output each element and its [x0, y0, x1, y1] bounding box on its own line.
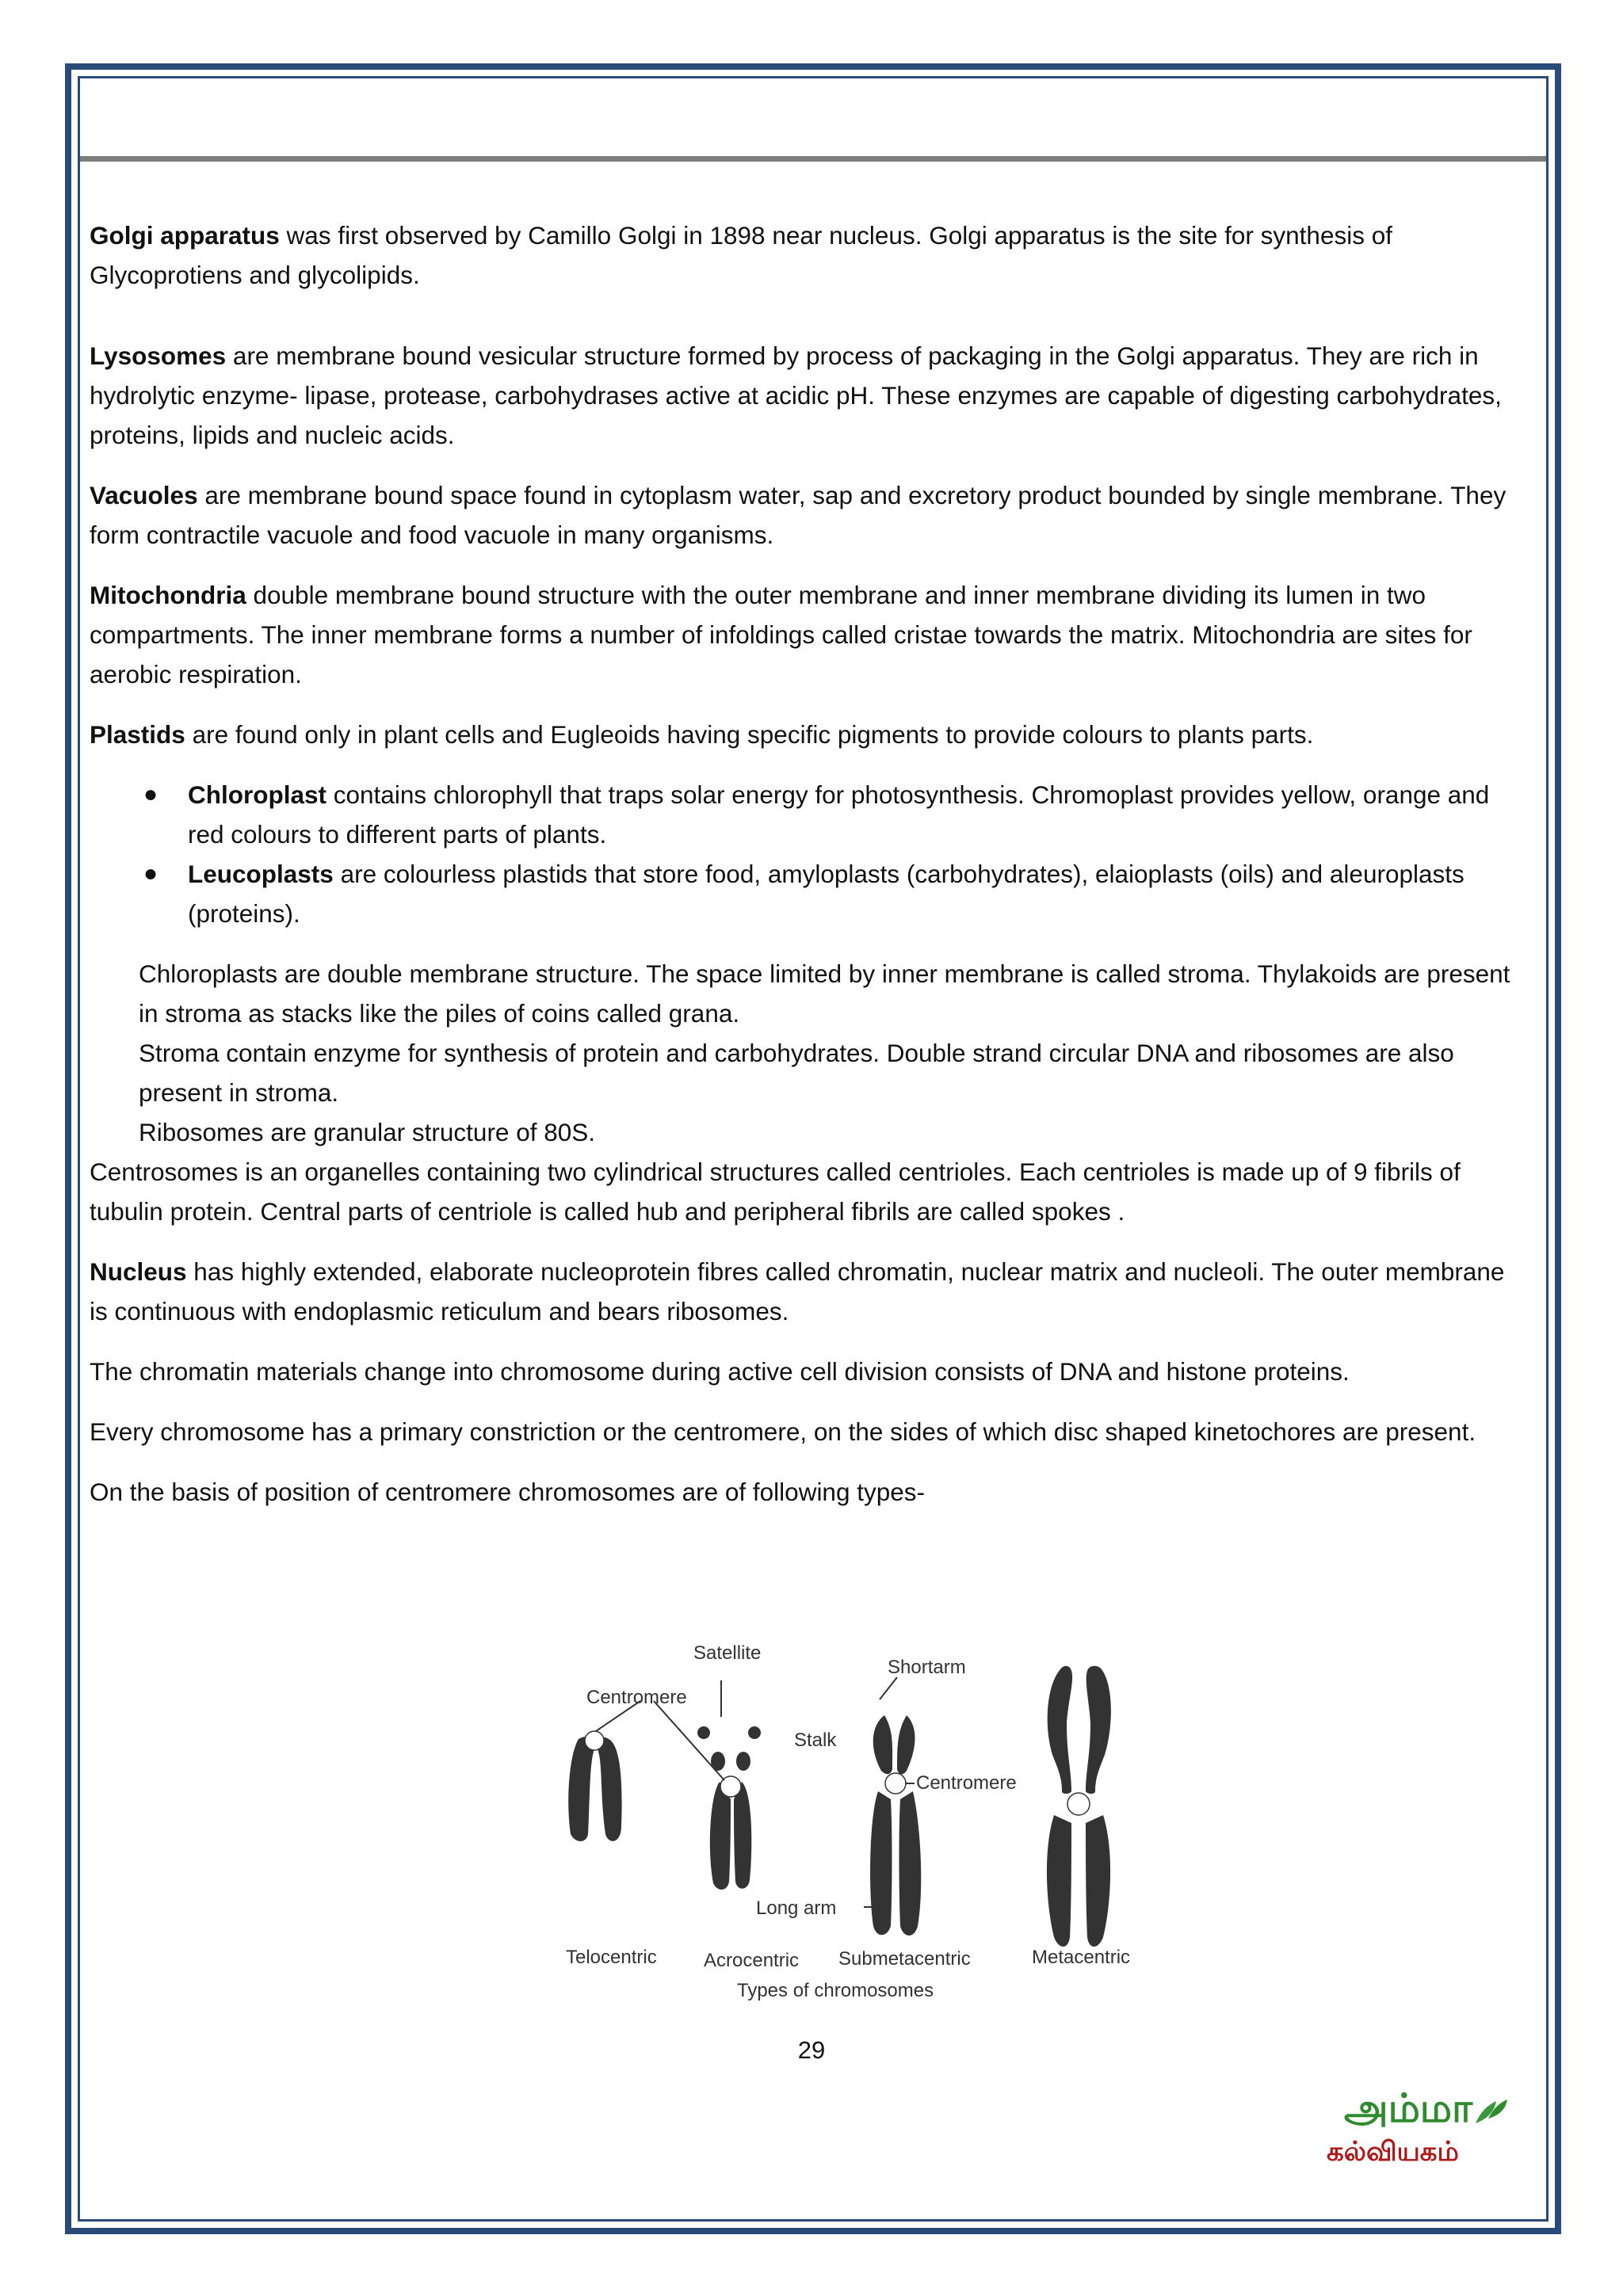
lysosomes-term: Lysosomes [90, 341, 227, 370]
submetacentric-label: Submetacentric [838, 1948, 971, 1970]
submetacentric-centromere [885, 1773, 906, 1794]
nucleus-paragraph [90, 1252, 1528, 1331]
shortarm-label: Shortarm [888, 1657, 966, 1678]
long-arm-label: Long arm [756, 1897, 837, 1919]
chloroplast-detail-text: Chloroplasts are double membrane structure. The space limited by inner membrane is called stroma. Thylakoids are present in stroma as stacks like the piles of coins called grana. [139, 959, 1510, 1028]
golgi-paragraph [90, 215, 1528, 295]
centromere-pointer-2 [654, 1701, 724, 1780]
acrocentric-label: Acrocentric [704, 1950, 800, 1971]
chromosome-types-figure [555, 1636, 1157, 2000]
nucleus-text: has highly extended, elaborate nucleoprotein fibres called chromatin, nuclear matrix and nucleoli. The outer membrane is continuous with endoplasmic reticulum and bears ribosomes. [90, 1257, 1505, 1325]
ribosomes-text: Ribosomes are granular structure of 80S. [139, 1118, 596, 1146]
stroma-text: Stroma contain enzyme for synthesis of protein and carbohydrates. Double strand circular DNA and ribosomes are also present in stroma. [139, 1039, 1454, 1107]
centromere-label-left: Centromere [586, 1687, 687, 1708]
leucoplast-text: are colourless plastids that store food, amyloplasts (carbohydrates), elaioplasts (oils) and aleuroplasts (proteins). [188, 860, 1465, 928]
centromere-label-right: Centromere [916, 1772, 1017, 1794]
telocentric-centromere [585, 1731, 604, 1750]
bullet-icon: ● [143, 781, 158, 807]
chromatin-paragraph: The chromatin materials change into chromosome during active cell division consists of DNA and histone proteins. [90, 1357, 1350, 1386]
vacuoles-paragraph [90, 475, 1528, 555]
list-item-chloroplast [90, 775, 1528, 854]
vacuoles-term: Vacuoles [90, 481, 198, 509]
golgi-term: Golgi apparatus [90, 221, 280, 250]
page-content [90, 215, 1528, 1512]
telocentric-chromosome [568, 1737, 621, 1841]
acrocentric-chromosome [697, 1726, 761, 1890]
logo-line-1: அம்மா [1344, 2085, 1473, 2131]
plastid-types-list [90, 775, 1528, 933]
shortarm-pointer [880, 1677, 897, 1699]
mitochondria-text: double membrane bound structure with the outer membrane and inner membrane dividing its lumen in two compartments. The inner membrane forms a number of infoldings called cristae towards the matrix. Mitochondria are sites for aerobic respiration. [90, 581, 1472, 688]
submetacentric-chromosome [870, 1715, 921, 1936]
header-rule [80, 156, 1546, 162]
logo-line-2: கல்வியகம் [1327, 2136, 1459, 2168]
chloroplast-text: contains chlorophyll that traps solar energy for photosynthesis. Chromoplast provides yellow, orange and red colours to different parts of plants. [188, 780, 1490, 849]
chromosome-types-intro: On the basis of position of centromere chromosomes are of following types- [90, 1478, 926, 1506]
satellite-label: Satellite [693, 1642, 762, 1664]
plastids-text: are found only in plant cells and Eugleoids having specific pigments to provide colours to plants parts. [185, 720, 1314, 749]
lysosomes-text: are membrane bound vesicular structure formed by process of packaging in the Golgi apparatus. They are rich in hydrolytic enzyme- lipase, protease, carbohydrases active at acidic pH. These enzymes are capable of digesting carbohydrates, proteins, lipids and nucleic acids. [90, 341, 1502, 449]
mitochondria-paragraph [90, 575, 1528, 694]
chloroplast-detail-block [90, 954, 1528, 1152]
mitochondria-term: Mitochondria [90, 581, 246, 609]
leucoplast-term: Leucoplasts [188, 860, 334, 888]
lysosomes-paragraph [90, 336, 1528, 455]
figure-caption: Types of chromosomes [737, 1980, 934, 2001]
centromere-paragraph: Every chromosome has a primary constriction or the centromere, on the sides of which disc shaped kinetochores are present. [90, 1417, 1476, 1446]
plastids-term: Plastids [90, 720, 185, 749]
plastids-paragraph [90, 715, 1528, 754]
chloroplast-term: Chloroplast [188, 780, 327, 809]
nucleus-term: Nucleus [90, 1257, 187, 1286]
leaf-icon [1472, 2095, 1509, 2126]
page-number: 29 [797, 2036, 826, 2064]
metacentric-label: Metacentric [1032, 1947, 1131, 1968]
amma-kalviyagam-logo [1322, 2085, 1512, 2180]
golgi-text: was first observed by Camillo Golgi in 1898 near nucleus. Golgi apparatus is the site for synthesis of Glycoprotiens and glycolipids. [90, 221, 1392, 289]
vacuoles-text: are membrane bound space found in cytoplasm water, sap and excretory product bounded by single membrane. They form contractile vacuole and food vacuole in many organisms. [90, 481, 1507, 549]
stalk-label: Stalk [794, 1730, 837, 1751]
metacentric-centromere [1067, 1793, 1090, 1815]
list-item-leucoplast [90, 854, 1528, 933]
bullet-icon: ● [143, 860, 158, 887]
centrosomes-paragraph: Centrosomes is an organelles containing two cylindrical structures called centrioles. Each centrioles is made up of 9 fibrils of tubulin protein. Central parts of centriole is called hub and peripheral fibrils are called spokes . [90, 1158, 1461, 1226]
telocentric-label: Telocentric [566, 1947, 657, 1968]
